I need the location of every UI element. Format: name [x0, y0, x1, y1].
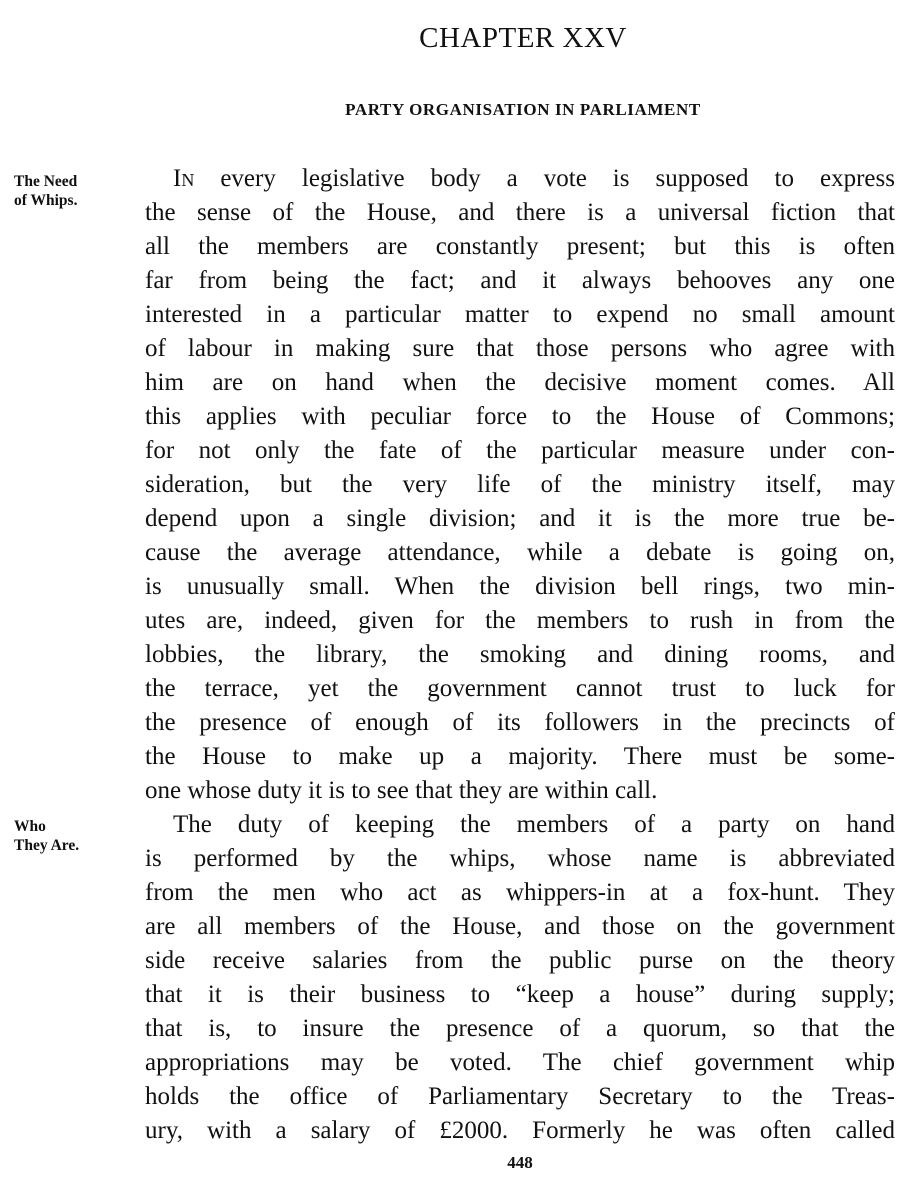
text-line: appropriations may be voted. The chief government whip	[145, 1049, 895, 1076]
paragraph-who-they-are	[145, 808, 895, 1148]
text-line: this applies with peculiar force to the House of Commons;	[145, 403, 895, 430]
text-line: side receive salaries from the public purse on the theory	[145, 947, 895, 974]
sidenote-the-need-of-whips	[14, 172, 132, 210]
text-line: of labour in making sure that those persons who agree with	[145, 335, 895, 362]
chapter-subtitle: PARTY ORGANISATION IN PARLIAMENT	[345, 100, 701, 119]
text-line: him are on hand when the decisive moment comes. All	[145, 369, 895, 396]
text-line: all the members are constantly present; but this is often	[145, 233, 895, 260]
text-line: utes are, indeed, given for the members to rush in from the	[145, 607, 895, 634]
text-line: the terrace, yet the government cannot trust to luck for	[145, 675, 895, 702]
lead-word: In	[173, 165, 195, 192]
sidenote-line: Who	[14, 818, 46, 835]
text-line: lobbies, the library, the smoking and dining rooms, and	[145, 641, 895, 668]
paragraph-need-of-whips	[145, 162, 895, 808]
text-line: one whose duty it is to see that they are within call.	[145, 777, 658, 804]
text-line: that it is their business to “keep a house” during supply;	[145, 981, 895, 1008]
text-line: for not only the fate of the particular measure under con-	[145, 437, 895, 464]
text-line: from the men who act as whippers-in at a fox-hunt. They	[145, 879, 895, 906]
text-line: In every legislative body a vote is supposed to express	[173, 165, 895, 192]
text-line: is performed by the whips, whose name is abbreviated	[145, 845, 895, 872]
text-line: the presence of enough of its followers in the precincts of	[145, 709, 895, 736]
text-line: ury, with a salary of £2000. Formerly he was often called	[145, 1117, 895, 1144]
sidenote-line: They Are.	[14, 837, 80, 854]
text-line: depend upon a single division; and it is the more true be-	[145, 505, 895, 532]
text-line: are all members of the House, and those on the government	[145, 913, 895, 940]
text-line: far from being the fact; and it always behooves any one	[145, 267, 895, 294]
text-line: the sense of the House, and there is a universal fiction that	[145, 199, 895, 226]
text-line: that is, to insure the presence of a quorum, so that the	[145, 1015, 895, 1042]
chapter-title: CHAPTER XXV	[419, 22, 627, 54]
text-line: The duty of keeping the members of a party on hand	[173, 811, 895, 838]
sidenote-who-they-are	[14, 817, 132, 855]
text-line: holds the office of Parliamentary Secretary to the Treas-	[145, 1083, 895, 1110]
text-line: sideration, but the very life of the ministry itself, may	[145, 471, 895, 498]
text-line: interested in a particular matter to expend no small amount	[145, 301, 895, 328]
text-line: is unusually small. When the division bell rings, two min-	[145, 573, 895, 600]
sidenote-line: The Need	[14, 173, 78, 190]
sidenote-line: of Whips.	[14, 192, 78, 209]
page-number: 448	[507, 1153, 533, 1172]
text-line: the House to make up a majority. There must be some-	[145, 743, 895, 770]
text-line: cause the average attendance, while a debate is going on,	[145, 539, 895, 566]
